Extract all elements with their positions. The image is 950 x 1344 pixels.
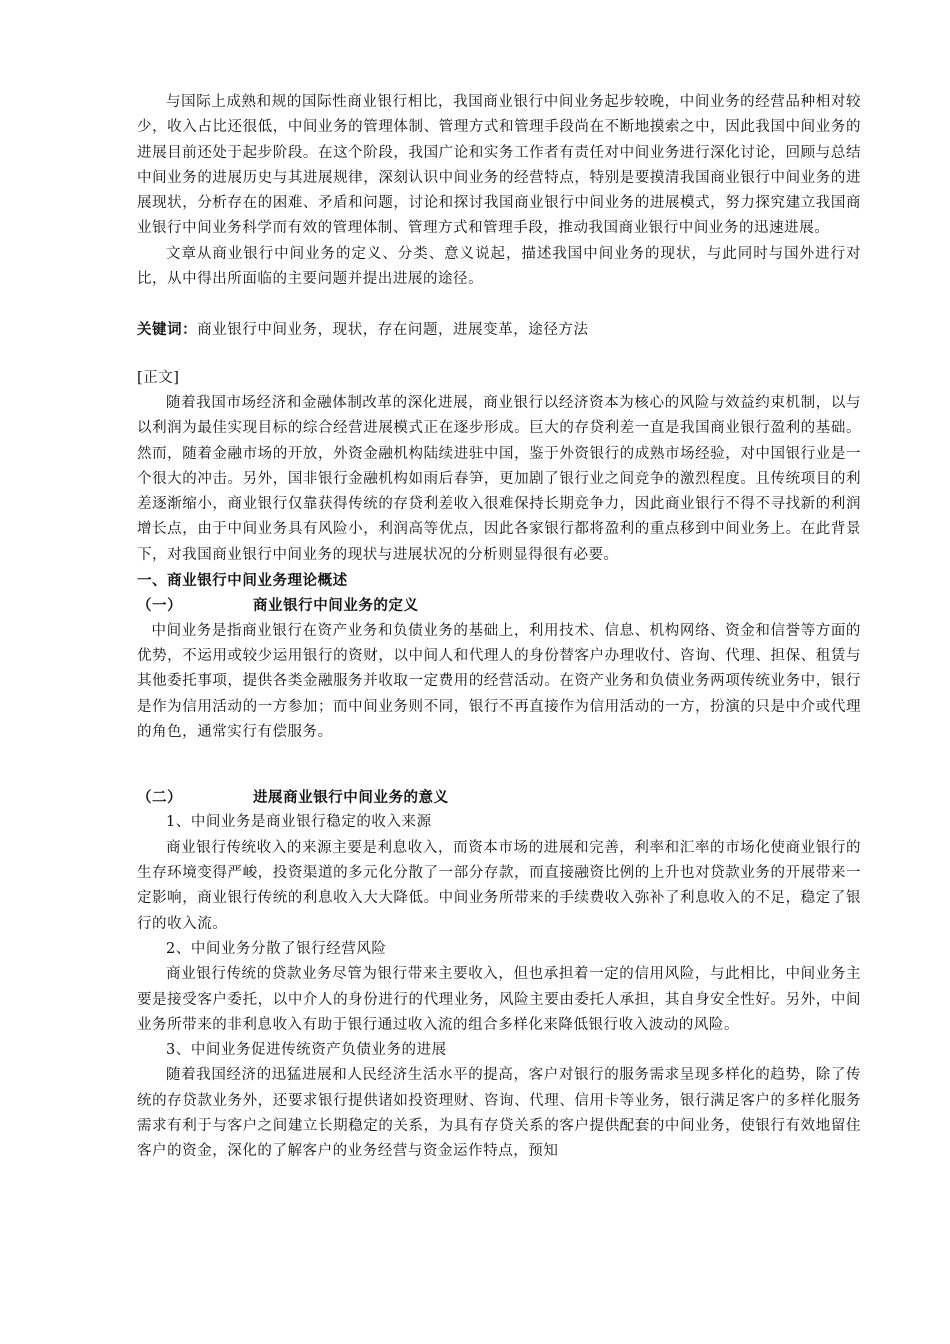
spacer [137, 292, 861, 317]
document-page [137, 90, 861, 1165]
keywords-line [137, 317, 861, 343]
subsection-2-number: （二） [137, 789, 183, 807]
subsection-2-title: 进展商业银行中间业务的意义 [253, 789, 449, 807]
intro-paragraph-1: 与国际上成熟和规的国际性商业银行相比，我国商业银行中间业务起步较晚，中间业务的经营品种相对较少，收入占比还很低，中间业务的管理体制、管理方式和管理手段尚在不断地摸索之中，因此我国中间业务的进展目前还处于起步阶段。在这个阶段，我国广论和实务工作者有责任对中间业务进行深化讨论，回顾与总结中间业务的进展历史与其进展规律，深刻认识中间业务的经营特点，特别是要摸清我国商业银行中间业务的进展现状，分析存在的困难、矛盾和问题，讨论和探讨我国商业银行中间业务的进展模式，努力探究建立我国商业银行中间业务科学而有效的管理体制、管理方式和管理手段，推动我国商业银行中间业务的迅速进展。 [137, 94, 861, 237]
subsection-1-number: （一） [137, 597, 183, 615]
section-1-heading: 一、商业银行中间业务理论概述 [137, 572, 348, 590]
spacer [137, 344, 861, 366]
spacer [137, 745, 861, 785]
body-paragraph: 随着我国市场经济和金融体制改革的深化进展，商业银行以经济资本为核心的风险与效益约束机制，以与以利润为最佳实现目标的综合经营进展模式正在逐步形成。巨大的存贷利差一直是我国商业银行盈利的基础。然而，随着金融市场的开放，外资金融机构陆续进驻中国，鉴于外资银行的成熟市场经验，对中国银行业是一个很大的冲击。另外，国非银行金融机构如雨后春笋，更加剧了银行业之间竞争的激烈程度。且传统项目的利差逐渐缩小，商业银行仅靠获得传统的存贷利差收入很难保持长期竞争力，因此商业银行不得不寻找新的利润增长点，由于中间业务具有风险小，利润高等优点，因此各家银行都将盈利的重点移到中间业务上。在此背景下，对我国商业银行中间业务的现状与进展状况的分析则显得很有必要。 [137, 394, 861, 563]
subsection-1-title: 商业银行中间业务的定义 [253, 597, 419, 615]
item-2-paragraph: 商业银行传统的贷款业务尽管为银行带来主要收入，但也承担着一定的信用风险，与此相比，中间业务主要是接受客户委托，以中介人的身份进行的代理业务，风险主要由委托人承担，其自身安全性好。另外，中间业务所带来的非利息收入有助于银行通过收入流的组合多样化来降低银行收入波动的风险。 [137, 966, 861, 1033]
item-2-title: 2、中间业务分散了银行经营风险 [166, 940, 387, 957]
intro-paragraph-2: 文章从商业银行中间业务的定义、分类、意义说起，描述我国中间业务的现状，与此同时与国外进行对比，从中得出所面临的主要问题并提出进展的途径。 [137, 245, 861, 288]
item-1-paragraph: 商业银行传统收入的来源主要是利息收入，而资本市场的进展和完善，利率和汇率的市场化使商业银行的生存环境变得严峻，投资渠道的多元化分散了一部分存款，而直接融资比例的上升也对贷款业务的开展带来一定影响，商业银行传统的利息收入大大降低。中间业务所带来的手续费收入弥补了利息收入的不足，稳定了银行的收入流。 [137, 839, 861, 932]
item-3-title: 3、中间业务促进传统资产负债业务的进展 [166, 1042, 447, 1059]
subsection-1-heading [137, 593, 861, 618]
body-label: [正文] [137, 369, 180, 386]
keywords-label: 关键词： [137, 321, 198, 339]
keywords-text: 商业银行中间业务，现状，存在问题，进展变革，途径方法 [197, 322, 589, 339]
subsection-1-paragraph: 中间业务是指商业银行在资产业务和负债业务的基础上，利用技术、信息、机构网络、资金和信誉等方面的优势，不运用或较少运用银行的资财，以中间人和代理人的身份替客户办理收付、咨询、代理、担保、租赁与其他委托事项，提供各类金融服务并收取一定费用的经营活动。在资产业务和负债业务两项传统业务中，银行是作为信用活动的一方参加；而中间业务则不同，银行不再直接作为信用活动的一方，扮演的只是中介或代理的角色，通常实行有偿服务。 [137, 622, 861, 740]
item-3-paragraph: 随着我国经济的迅猛进展和人民经济生活水平的提高，客户对银行的服务需求呈现多样化的趋势，除了传统的存贷款业务外，还要求银行提供诸如投资理财、咨询、代理、信用卡等业务，银行满足客户的多样化服务需求有利于与客户之间建立长期稳定的关系，为具有存贷关系的客户提供配套的中间业务，使银行有效地留住客户的资金，深化的了解客户的业务经营与资金运作特点，预知 [137, 1067, 861, 1160]
subsection-2-heading [137, 785, 861, 810]
item-1-title: 1、中间业务是商业银行稳定的收入来源 [166, 814, 432, 831]
